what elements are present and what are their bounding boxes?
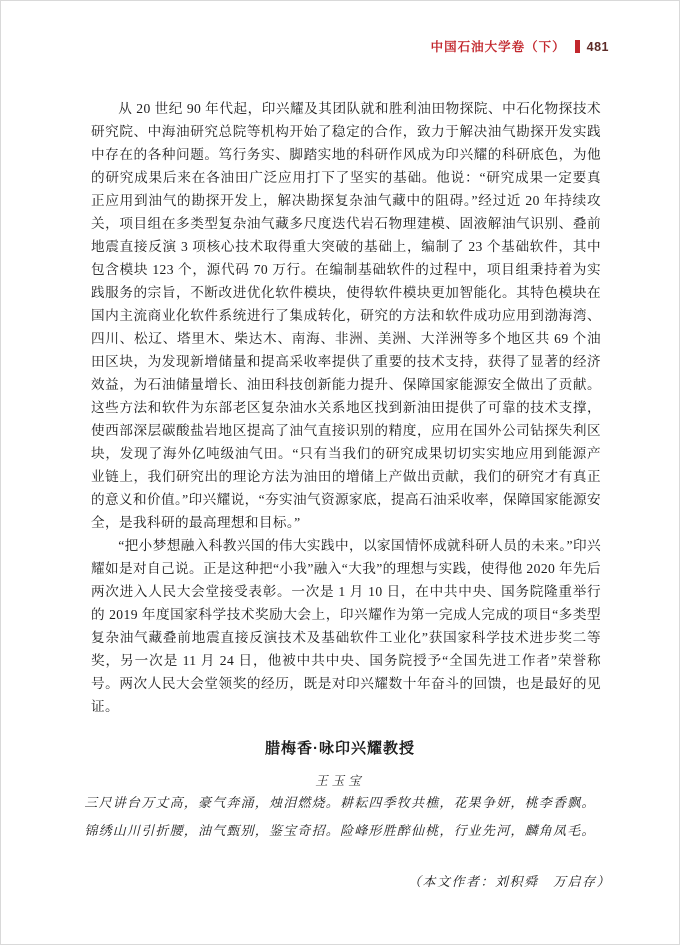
poem-section (1, 737, 679, 845)
volume-title: 中国石油大学卷（下） (430, 40, 566, 54)
poem-line-1: 三尺讲台万丈高，豪气奔涌，烛泪燃烧。耕耘四季牧共樵，花果争妍，桃李香飘。 (84, 795, 596, 810)
article-paragraph-2: “把小梦想融入科教兴国的伟大实践中，以家国情怀成就科研人员的未来。”印兴耀如是对自己说。正是这种把“小我”融入“大我”的理想与实践，使得他 2020 年先后两次进入人民大会堂接受表彰。一次是 1 月 10 日，在中共中央、国务院隆重举行的 2019 年度国家科学技术奖励大会上，印兴耀作为第一完成人完成的项目“多类型复杂油气藏叠前地震直接反演技术及基础软件工业化”获国家科学技术进步奖二等奖，另一次是 11 月 24 日，他被中共中央、国务院授予“全国先进工作者”荣誉称号。两次人民大会堂领奖的经历，既是对印兴耀数十年奋斗的回馈，也是最好的见证。 (91, 538, 601, 714)
article-body (91, 97, 601, 718)
poem-title: 腊梅香·咏印兴耀教授 (265, 740, 415, 757)
header-red-bar-icon (575, 40, 580, 53)
page-header (1, 39, 679, 55)
poem-line-2: 锦绣山川引折腰，油气甄别，鉴宝奇招。险峰形胜醉仙桃，行业先河，麟角凤毛。 (84, 823, 596, 838)
article-attribution: （本文作者：刘积舜 万启存） (407, 874, 611, 889)
poem-author: 王玉宝 (315, 774, 365, 788)
page-number: 481 (586, 40, 609, 54)
article-paragraph-1: 从 20 世纪 90 年代起，印兴耀及其团队就和胜利油田物探院、中石化物探技术研究院、中海油研究总院等机构开始了稳定的合作，致力于解决油气勘探开发实践中存在的各种问题。笃行务实、脚踏实地的科研作风成为印兴耀的科研底色，为他的研究成果后来在各油田广泛应用打下了坚实的基础。他说：“研究成果一定要真正应用到油气的勘探开发上，解决勘探复杂油气藏中的阻碍。”经过近 20 年持续攻关，项目组在多类型复杂油气藏多尺度迭代岩石物理建模、固液解油气识别、叠前地震直接反演 3 项核心技术取得重大突破的基础上，编制了 23 个基础软件，其中包含模块 123 个，源代码 70 万行。在编制基础软件的过程中，项目组秉持着为实践服务的宗旨，不断改进优化软件模块，使得软件模块更加智能化。其特色模块在国内主流商业化软件系统进行了集成转化，研究的方法和软件成功应用到渤海湾、四川、松辽、塔里木、柴达木、南海、非洲、美洲、大洋洲等多个地区共 69 个油田区块，为发现新增储量和提高采收率提供了重要的技术支持，获得了显著的经济效益，为石油储量增长、油田科技创新能力提升、保障国家能源安全做出了贡献。这些方法和软件为东部老区复杂油水关系地区找到新油田提供了可靠的技术支撑，使西部深层碳酸盐岩地区提高了油气直接识别的精度，应用在国外公司钻探失利区块，发现了海外亿吨级油气田。“只有当我们的研究成果切切实实地应用到能源产业链上，我们研究出的理论方法为油田的增储上产做出贡献，我们的研究才有真正的意义和价值。”印兴耀说，“夯实油气资源家底，提高石油采收率，保障国家能源安全，是我科研的最高理想和目标。” (91, 101, 601, 530)
